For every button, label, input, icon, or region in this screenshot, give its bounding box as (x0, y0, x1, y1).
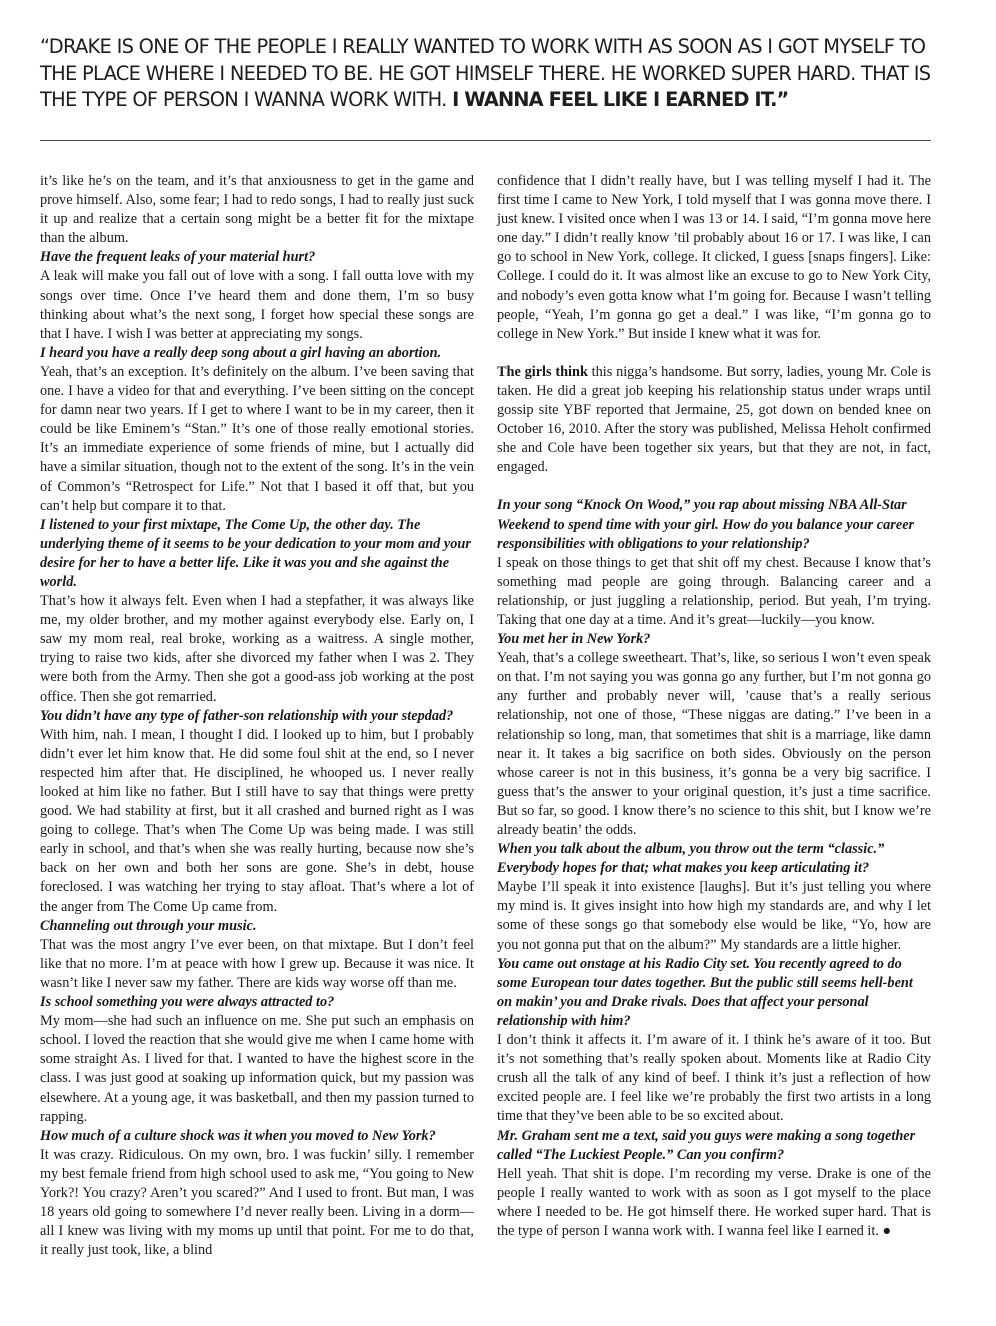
interview-question: You came out onstage at his Radio City set. You recently agreed to do some European tour dates together. But the public still seems hell-bent on makin’ you and Drake rivals. Does that affect your personal relationship with him? (497, 955, 913, 1029)
interview-question: When you talk about the album, you throw out the term “classic.” Everybody hopes for that; what makes you keep articulating it? (497, 841, 885, 877)
left-column (40, 172, 474, 1260)
answer-paragraph: Maybe I’ll speak it into existence [laughs]. But it’s just telling you where my mind is. It gives insight into how high my standards are, and why I let some of these songs go that somebody else would be like, “Yo, how are you not gonna put that on the album?” My standards are a little higher. (497, 879, 931, 953)
answer-paragraph: Yeah, that’s an exception. It’s definitely on the album. I’ve been saving that one. I have a video for that and everything. I’ve been sitting on the concept for damn near two years. If I get to where I want to be in my career, then it could be like Eminem’s “Stan.” It’s one of those really emotional stories. It’s an immediate experience of some friends of mine, but I actually did have a similar situation, though not to the extent of the song. It’s in the vein of Common’s “Retrospect for Life.” Not that I based it off that, but you can’t help but compare it to that. (40, 363, 474, 514)
answer-paragraph: confidence that I didn’t really have, but I was telling myself I had it. The first time I came to New York, I told myself that I was gonna move there. I just knew. I visited once when I was 13 or 14. I said, “I’m gonna move here one day.” I didn’t really know ’til probably about 16 or 17. I was like, I can go to school in New York, college. It clicked, I guess [snaps fingers]. Like: College. I could do it. It was almost like an excuse to go to New York City, and nobody’s even gotta know what I’m going for. Because I wasn’t telling people, “Yeah, I’m gonna go get a deal.” I was like, “I’m gonna go to college in New York.” But inside I knew what it was for. (497, 173, 931, 342)
pull-quote (40, 34, 940, 114)
answer-paragraph: Hell yeah. That shit is dope. I’m recording my verse. Drake is one of the people I really wanted to work with as soon as I got myself to the place where I needed to be. He got himself there. He worked super hard. That is the type of person I wanna work with. I wanna feel like I earned it. ● (497, 1165, 931, 1239)
interview-question: I listened to your first mixtape, The Come Up, the other day. The underlying theme of it seems to be your dedication to your mom and your desire for her to have a better life. Like it was you and she against the world. (40, 516, 471, 590)
lead-paragraph-text: this nigga’s handsome. But sorry, ladies, young Mr. Cole is taken. He did a great job keeping his relationship status under wraps until gossip site YBF reported that Jermaine, 25, got down on bended knee on October 16, 2010. After the story was published, Melissa Heholt confirmed she and Cole have been together six years, but that they are not, in fact, engaged. (497, 363, 932, 476)
interview-question: You met her in New York? (497, 631, 651, 648)
answer-paragraph: My mom—she had such an influence on me. She put such an emphasis on school. I loved the reaction that she would give me when I came home with some straight As. I lived for that. I wanted to have the highest score in the class. I was just good at soaking up information quick, but my passion was elsewhere. At a young age, it was basketball, and then my passion turned to rapping. (40, 1013, 474, 1125)
answer-paragraph: I don’t think it affects it. I’m aware of it. I think he’s aware of it too. But it’s not something that’s really spoken about. Moments like at Radio City crush all the talk of any kind of beef. I think it’s just a reflection of how excited people are. I feel like we’re probably the first two artists in a long time that they’ve been able to be so excited about. (497, 1032, 931, 1125)
lead-in: The girls think (497, 363, 588, 380)
pull-quote-text: “DRAKE IS ONE OF THE PEOPLE I REALLY WANTED TO WORK WITH AS SOON AS I GOT MYSELF TO THE PLACE WHERE I NEEDED TO BE. HE GOT HIMSELF THERE. HE WORKED SUPER HARD. THAT IS THE TYPE OF PERSON I WANNA WORK WITH. (40, 35, 931, 111)
interview-question: Have the frequent leaks of your material hurt? (40, 249, 316, 266)
interview-question: Channeling out through your music. (40, 917, 257, 934)
answer-paragraph: Yeah, that’s a college sweetheart. That’s, like, so serious I won’t even speak on that. I’m not saying you was gonna go any further, but I’m not gonna go any further and probably never will, ’cause that’s a really serious relationship, not one of those, “These niggas are dating.” I’ve been in a relationship so long, man, that sometimes that shit is a marriage, like damn near it. It takes a big sacrifice on both sides. Obviously on the person whose career is not in this business, it’s gonna be a very big sacrifice. I guess that’s the answer to your original question, it’s just a time sacrifice. But so far, so good. I know there’s no science to this shit, but I know we’re already beatin’ the odds. (497, 650, 931, 838)
interview-question: In your song “Knock On Wood,” you rap about missing NBA All-Star Weekend to spend time with your girl. How do you balance your career responsibilities with obligations to your relationship? (497, 497, 915, 552)
answer-paragraph: That’s how it always felt. Even when I had a stepfather, it was always like me, my older brother, and my mother against everybody else. Early on, I saw my mom real, real broke, working as a waitress. A single mother, trying to raise two kids, after she divorced my father when I was 2. They were both from the Army. Then she got a good-ass job working at the post office. Then she got remarried. (40, 593, 474, 705)
interview-question: How much of a culture shock was it when you moved to New York? (40, 1127, 436, 1144)
pull-quote-emphasis: I WANNA FEEL LIKE I EARNED IT.” (452, 88, 789, 111)
interview-question: Mr. Graham sent me a text, said you guys were making a song together called “The Luckiest People.” Can you confirm? (497, 1127, 916, 1163)
divider (40, 140, 931, 141)
answer-paragraph: With him, nah. I mean, I thought I did. I looked up to him, but I probably didn’t ever let him know that. He did some foul shit at the end, so I never respected him after that. He disciplined, he whooped us. I never really looked at him like no father. But I still have to say that things were pretty good. We had stability at first, but it all crashed and burned right as I was going to college. That’s when The Come Up was being made. I was still early in school, and that’s when she was really hurting, because now she’s back on her own and both her sons are gone. She’s in debt, house foreclosed. I was watching her trying to stay afloat. That’s where a lot of the anger from The Come Up came from. (40, 726, 474, 915)
interview-question: I heard you have a really deep song about a girl having an abortion. (40, 344, 442, 361)
interview-question: Is school something you were always attracted to? (40, 994, 335, 1011)
answer-paragraph: A leak will make you fall out of love with a song. I fall outta love with my songs over time. Once I’ve heard them and done them, I’m so busy thinking about what’s the next song, I forget how special these songs are that I have. I wish I was better at appreciating my songs. (40, 268, 474, 342)
answer-paragraph: It was crazy. Ridiculous. On my own, bro. I was fuckin’ silly. I remember my best female friend from high school used to ask me, “You going to New York?! You crazy? Aren’t you scared?” And I used to front. But man, I was 18 years old going to somewhere I’d never really been. Living in a dorm—all I knew was living with my moms up until that point. For me to do that, it really just took, like, a blind (40, 1146, 474, 1259)
interview-question: You didn’t have any type of father-son relationship with your stepdad? (40, 707, 454, 724)
answer-paragraph: That was the most angry I’ve ever been, on that mixtape. But I don’t feel like that no more. I’m at peace with how I grew up. Because it was nice. It wasn’t like I never saw my father. There are kids way worse off than me. (40, 936, 474, 991)
right-column (497, 172, 931, 1241)
answer-paragraph: I speak on those things to get that shit off my chest. Because I know that’s something mad people are going through. Balancing career and a relationship, or just juggling a relationship, period. But yeah, I’m trying. Taking that one day at a time. And it’s great—luckily—you know. (497, 554, 931, 628)
answer-paragraph: it’s like he’s on the team, and it’s that anxiousness to get in the game and prove himself. Also, some fear; I had to redo songs, I had to really just suck it up and realize that a certain song might be a better fit for the mixtape than the album. (40, 173, 474, 247)
lead-paragraph (497, 363, 931, 478)
